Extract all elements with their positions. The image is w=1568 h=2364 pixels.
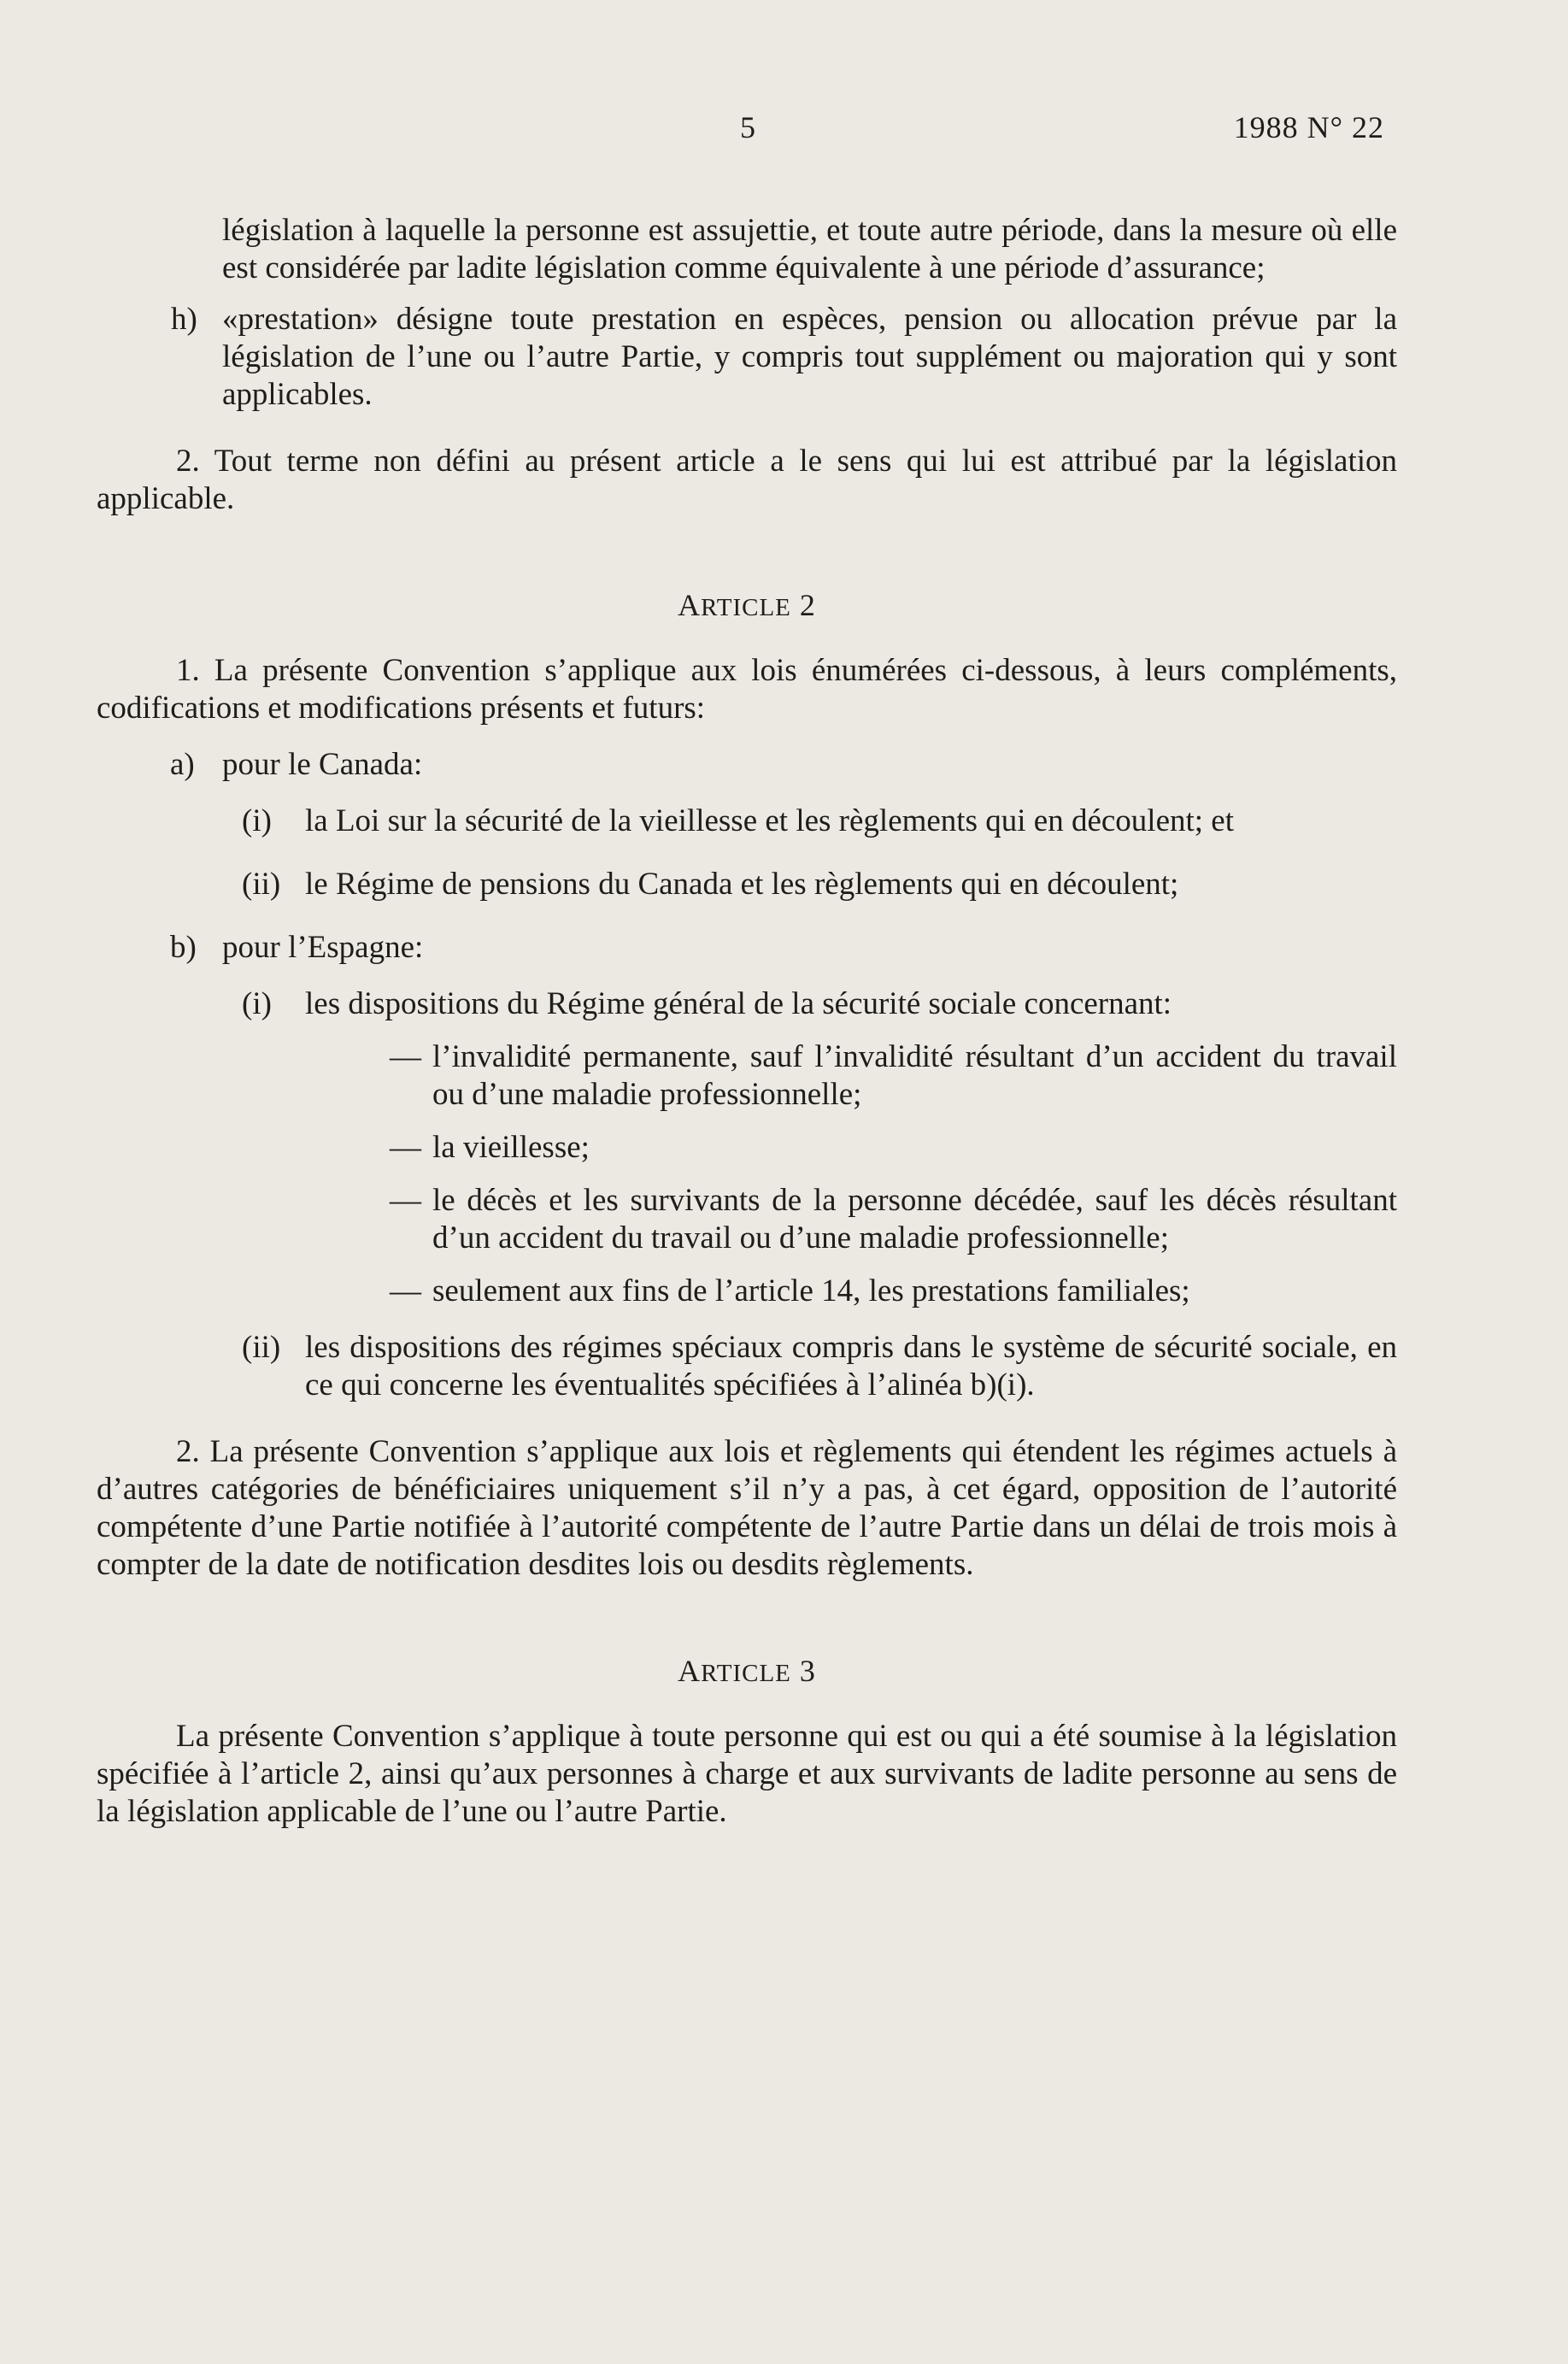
article2-item-a-ii [97, 866, 1397, 903]
dash-item-familiales [97, 1273, 1397, 1310]
article-2-heading [97, 586, 1397, 626]
item-b-ii-text: les dispositions des régimes spéciaux compris dans le système de sécurité sociale, en ce qui concerne les éventualités spécifiées à l’alinéa b)(i). [305, 1330, 1397, 1403]
article2-item-a-i [97, 803, 1397, 840]
article2-paragraph-2: 2. La présente Convention s’applique aux lois et règlements qui étendent les régimes actuels à d’autres catégories de bénéficiaires uniquement s’il n’y a pas, à cet égard, opposition de l’autorité compétente d’une Partie notifiée à l’autorité compétente de l’autre Partie dans un délai de trois mois à compter de la date de notification desdites lois ou desdits règlements. [97, 1434, 1397, 1582]
item-b-i-text: les dispositions du Régime général de la sécurité sociale concernant: [305, 986, 1172, 1021]
article-2-heading-word: RTICLE [701, 594, 791, 621]
item-a-label: a) [170, 747, 195, 782]
article-3-heading-initial: A [678, 1654, 702, 1688]
item-b-ii-label: (ii) [242, 1330, 281, 1365]
article1-paragraph-2: 2. Tout terme non défini au présent article a le sens qui lui est attribué par la législation applicable. [97, 444, 1397, 516]
dash-item-deces [97, 1182, 1397, 1257]
definition-h-text: «prestation» désigne toute prestation en espèces, pension ou allocation prévue par la législation de l’une ou l’autre Partie, y compris tout supplément ou majoration qui y sont applicables. [222, 302, 1397, 412]
article2-paragraph-1: 1. La présente Convention s’applique aux lois énumérées ci-dessous, à leurs compléments, codifications et modifications présents et futurs: [97, 653, 1397, 726]
dash-marker: — [390, 1273, 421, 1308]
item-a-i-text: la Loi sur la sécurité de la vieillesse et les règlements qui en découlent; et [305, 803, 1235, 838]
dash-marker: — [390, 1039, 421, 1074]
article-3-heading-word: RTICLE [701, 1660, 791, 1687]
page-content [97, 212, 1397, 1831]
dash-item-familiales-text: seulement aux fins de l’article 14, les prestations familiales; [432, 1273, 1190, 1308]
dash-item-vieillesse-text: la vieillesse; [432, 1130, 590, 1165]
item-b-text: pour l’Espagne: [222, 930, 424, 965]
continuation-paragraph: législation à laquelle la personne est assujettie, et toute autre période, dans la mesure où elle est considérée par ladite législation comme équivalente à une période d’assurance; [222, 213, 1397, 285]
dash-marker: — [390, 1130, 421, 1165]
item-a-ii-label: (ii) [242, 867, 281, 902]
item-b-label: b) [170, 930, 197, 965]
article3-paragraph-1: La présente Convention s’applique à toute personne qui est ou qui a été soumise à la législation spécifiée à l’article 2, ainsi qu’aux personnes à charge et aux survivants de ladite personne au sens de la législation applicable de l’une ou l’autre Partie. [97, 1719, 1397, 1829]
article2-item-b [97, 929, 1397, 967]
article2-item-b-i [97, 985, 1397, 1023]
article-3-heading-number: 3 [799, 1654, 816, 1688]
article-3-heading [97, 1652, 1397, 1692]
definition-h-label: h) [171, 302, 197, 337]
article-2-heading-number: 2 [799, 588, 816, 622]
article2-item-b-ii [97, 1329, 1397, 1404]
item-a-text: pour le Canada: [222, 747, 423, 782]
dash-item-vieillesse [97, 1129, 1397, 1167]
dash-item-deces-text: le décès et les survivants de la personne décédée, sauf les décès résultant d’un accident du travail ou d’une maladie professionnelle; [432, 1183, 1397, 1256]
article2-item-a [97, 746, 1397, 784]
page-header [0, 109, 1568, 152]
page-number: 5 [740, 110, 755, 144]
dash-item-invalidite [97, 1038, 1397, 1114]
item-a-i-label: (i) [242, 803, 272, 838]
document-reference: 1988 N° 22 [1233, 110, 1384, 144]
article-2-heading-initial: A [678, 588, 702, 622]
dash-item-invalidite-text: l’invalidité permanente, sauf l’invalidité résultant d’un accident du travail ou d’une maladie professionnelle; [432, 1039, 1397, 1112]
item-a-ii-text: le Régime de pensions du Canada et les règlements qui en découlent; [305, 867, 1179, 902]
dash-marker: — [390, 1183, 421, 1218]
definition-h [97, 301, 1397, 414]
item-b-i-label: (i) [242, 986, 272, 1021]
